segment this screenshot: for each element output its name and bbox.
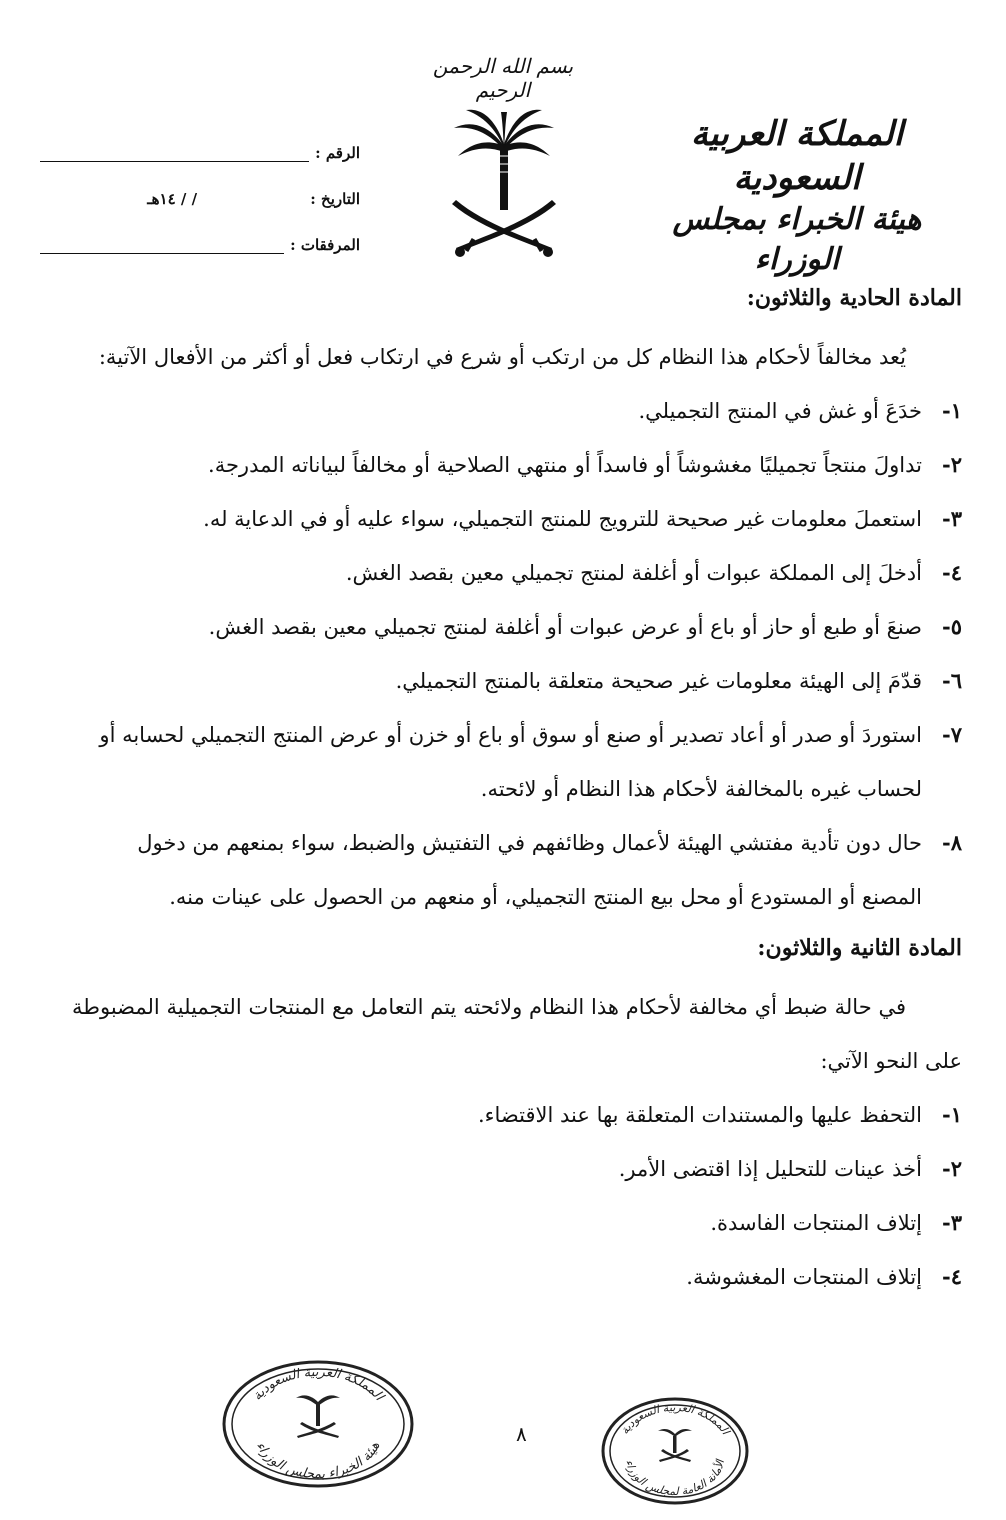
list-item [72, 1088, 962, 1142]
list-item [72, 600, 962, 654]
item-number: ١- [942, 1102, 962, 1127]
reference-label: الرقم : [315, 144, 360, 162]
item-text: إتلاف المنتجات المغشوشة. [686, 1265, 922, 1289]
item-text: التحفظ عليها والمستندات المتعلقة بها عند الاقتضاء. [477, 1103, 922, 1127]
seal-left-emblem-icon [296, 1395, 340, 1438]
item-number: ٤- [942, 1264, 962, 1289]
article-31-items [72, 384, 962, 924]
seal-left-bottom-text: هيئة الخبراء بمجلس الوزراء [252, 1439, 384, 1483]
list-item [72, 1196, 962, 1250]
item-text: إتلاف المنتجات الفاسدة. [710, 1211, 922, 1235]
list-item [72, 654, 962, 708]
item-number: ٧- [942, 722, 962, 747]
item-text: خدَعَ أو غش في المنتج التجميلي. [638, 399, 922, 423]
article-32-heading: المادة الثانية والثلاثون: [757, 935, 962, 961]
org-line-kingdom: المملكة العربية السعودية [690, 114, 904, 198]
item-number: ٨- [942, 830, 962, 855]
list-item [72, 384, 962, 438]
item-number: ٦- [942, 668, 962, 693]
seal-stamp-right [600, 1396, 750, 1506]
date-label: التاريخ : [310, 190, 360, 208]
item-number: ٣- [942, 506, 962, 531]
article-32-intro: في حالة ضبط أي مخالفة لأحكام هذا النظام ولائحته يتم التعامل مع المنتجات التجميلية المضبوطة على النحو الآتي: [72, 995, 962, 1073]
seal-right-emblem-icon [658, 1429, 692, 1462]
svg-text:الأمانة العامة لمجلس الوزراء [623, 1457, 727, 1498]
attachments-row [40, 208, 360, 254]
organization-name [632, 112, 962, 280]
list-item [72, 546, 962, 600]
document-body [72, 278, 962, 1304]
item-text: صنعَ أو طبع أو حاز أو باع أو عرض عبوات أو أغلفة لمنتج تجميلي معين بقصد الغش. [208, 615, 922, 639]
item-text: استوردَ أو صدر أو أعاد تصدير أو صنع أو سوق أو باع أو خزن أو عرض المنتج التجميلي لحسابه أو لحساب غيره بالمخالفة لأحكام هذا النظام أو لائحته. [99, 723, 922, 801]
list-item [72, 438, 962, 492]
list-item [72, 492, 962, 546]
page-number: ٨ [516, 1422, 527, 1446]
svg-text:هيئة الخبراء بمجلس الوزراء [253, 1439, 384, 1482]
item-text: تداولَ منتجاً تجميليًا مغشوشاً أو فاسداً أو منتهي الصلاحية أو مخالفاً لبياناته المدرجة. [208, 453, 922, 477]
letter-meta-fields [40, 116, 360, 254]
attachments-label: المرفقات : [290, 236, 360, 254]
item-text: حال دون تأدية مفتشي الهيئة لأعمال وظائفهم في التفتيش والضبط، سواء بمنعهم من دخول المصنع أو المستودع أو محل بيع المنتج التجميلي، أو منعهم من الحصول على عينات منه. [137, 831, 922, 909]
reference-line [40, 143, 309, 162]
item-number: ١- [942, 398, 962, 423]
item-text: أخذ عينات للتحليل إذا اقتضى الأمر. [618, 1157, 922, 1181]
date-row [40, 162, 360, 208]
item-number: ٤- [942, 560, 962, 585]
item-text: قدّمَ إلى الهيئة معلومات غير صحيحة متعلقة بالمنتج التجميلي. [395, 669, 922, 693]
article-32-items [72, 1088, 962, 1304]
item-number: ٥- [942, 614, 962, 639]
seal-right-bottom-text: الأمانة العامة لمجلس الوزراء [623, 1458, 727, 1499]
basmala: بسم الله الرحمن الرحيم [432, 54, 574, 102]
date-value: / / ١٤هـ [147, 190, 198, 208]
item-text: استعملَ معلومات غير صحيحة للترويج للمنتج التجميلي، سواء عليه أو في الدعاية له. [203, 507, 922, 531]
seal-left-top-text: المملكة العربية السعودية [249, 1364, 387, 1404]
item-text: أدخلَ إلى المملكة عبوات أو أغلفة لمنتج تجميلي معين بقصد الغش. [345, 561, 922, 585]
attachments-line [40, 235, 284, 254]
list-item [72, 708, 962, 816]
list-item [72, 816, 962, 924]
list-item [72, 1250, 962, 1304]
article-31-heading: المادة الحادية والثلاثون: [746, 285, 962, 311]
article-31-intro: يُعد مخالفاً لأحكام هذا النظام كل من ارتكب أو شرع في ارتكاب فعل أو أكثر من الأفعال الآتية: [98, 345, 906, 369]
item-number: ٢- [942, 452, 962, 477]
list-item [72, 1142, 962, 1196]
item-number: ٣- [942, 1210, 962, 1235]
saudi-emblem-icon [448, 106, 560, 262]
item-number: ٢- [942, 1156, 962, 1181]
reference-row [40, 116, 360, 162]
seal-stamp-left [220, 1358, 416, 1490]
seal-right-top-text: المملكة العربية السعودية [618, 1400, 733, 1437]
org-line-body: هيئة الخبراء بمجلس الوزراء [672, 202, 922, 277]
